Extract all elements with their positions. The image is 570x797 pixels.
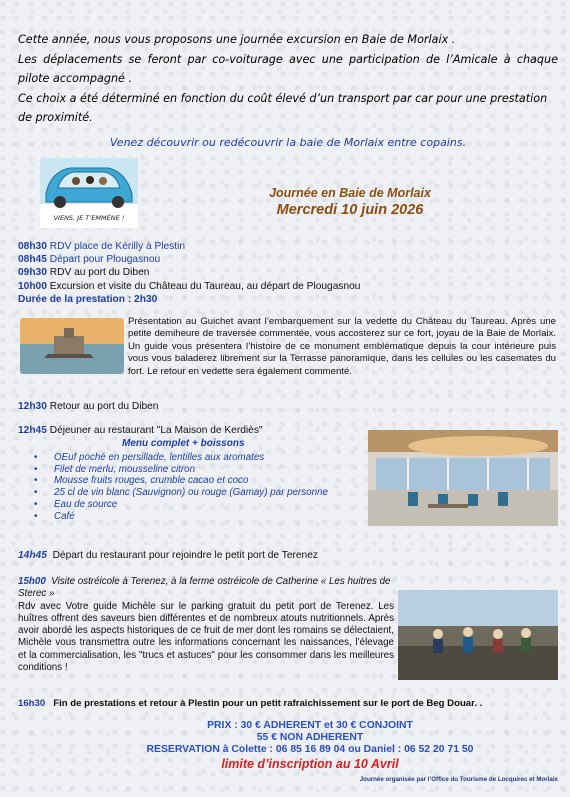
lunch: 12h45 Déjeuner au restaurant "La Maison de Kerdiès" <box>18 425 263 436</box>
price-members: PRIX : 30 € ADHERENT et 30 € CONJOINT <box>207 720 413 731</box>
tagline: Venez découvrir ou redécouvrir la baie de Morlaix entre copains. <box>109 136 467 149</box>
schedule-row: 10h00 Excursion et visite du Château du Taureau, au départ de Plougasnou <box>18 280 361 292</box>
price-block <box>120 720 500 756</box>
schedule-row: 08h30 RDV place de Kérilly à Plestin <box>18 241 186 252</box>
duration: Durée de la prestation : 2h30 <box>18 293 158 305</box>
menu-item: • Eau de source <box>34 499 354 511</box>
event-title <box>200 186 500 218</box>
menu-item: • Café <box>34 511 354 523</box>
fort-photo <box>20 318 124 374</box>
schedule-row: 09h30 RDV au port du Diben <box>18 267 150 279</box>
schedule-row: 08h45 Départ pour Plougasnou <box>18 254 161 266</box>
menu-item: • OEuf poché en persillade, lentilles aux aromates <box>34 452 354 464</box>
end-of-day: 16h30 Fin de prestations et retour à Plestin pour un petit rafraichissement sur le port de Beg Douar. . <box>18 698 483 709</box>
visit-heading: Visite ostréicole à Terenez, à la ferme ostréicole de Catherine « Les huitres de Sterec » <box>18 576 391 600</box>
menu-item: • Mousse fruits rouges, crumble cacao et coco <box>34 475 354 487</box>
menu-list <box>34 452 354 522</box>
event-title-line1: Journée en Baie de Morlaix <box>269 186 431 200</box>
event-date: Mercredi 10 juin 2026 <box>276 202 424 218</box>
intro-line-2: Les déplacements se feront par co-voiturage avec une participation de l’Amicale à chaque pilote accompagné . <box>18 52 558 85</box>
restaurant-photo <box>368 430 558 526</box>
car-caption: VIENS, JE T’EMMÈNE ! <box>53 214 125 222</box>
oyster-visit: 15h00 Visite ostréicole à Terenez, à la ferme ostréicole de Catherine « Les huitres de Sterec » Rdv avec Votre guide Michèle sur le parking gratuit du petit port de Terenez. Les huîtres offrent des saveurs bien différentes et de nombreux atouts nutritionnels. Après avoir abordé les aspects historiques de ce fruit de mer dont les romains se délectaient, Michèle vous transmettra outre les informations concernant les naissances, l’élevage et la commercialisation, les "trucs et astuces" pour les consommer dans les meilleures conditions ! <box>18 576 394 674</box>
menu-item: • 25 cl de vin blanc (Sauvignon) ou rouge (Gamay) par personne <box>34 487 354 499</box>
oyster-farm-photo <box>398 590 558 680</box>
return-port: 12h30 Retour au port du Diben <box>18 401 159 412</box>
carpool-illustration <box>40 158 138 228</box>
fort-description: Présentation au Guichet avant l’embarquement sur la vedette du Château du Taureau. Après une petite demiheure de traversée commentée, vous accosterez sur ce fort, joyau de la Baie de Morlaix. Un guide vous présentera l’histoire de ce monument emblématique depuis la cour intérieure puis vous vous baladerez librement sur la Terrasse panoramique, dans les cellules ou les casemates du fort. Le retour en vedette sera également commenté. <box>128 316 556 377</box>
menu-item: • Filet de merlu, mousseline citron <box>34 464 354 476</box>
registration-deadline: limite d’inscription au 10 Avril <box>221 757 399 771</box>
depart-restaurant: 14h45 Départ du restaurant pour rejoindre le petit port de Terenez <box>18 550 318 561</box>
intro-block <box>18 30 558 128</box>
morning-schedule <box>18 240 360 306</box>
reservation-contacts: RESERVATION à Colette : 06 85 16 89 04 ou Daniel : 06 52 20 71 50 <box>146 744 474 755</box>
organizer-credit: Journée organisée par l’Office du Tourisme de Locquirec et Morlaix <box>359 776 558 783</box>
price-non-members: 55 € NON ADHERENT <box>256 732 364 743</box>
intro-line-1: Cette année, nous vous proposons une journée excursion en Baie de Morlaix . <box>18 33 456 46</box>
intro-line-3: Ce choix a été déterminé en fonction du coût élevé d’un transport par car pour une prestation de proximité. <box>18 91 548 124</box>
visit-text: Rdv avec Votre guide Michèle sur le parking gratuit du petit port de Terenez. Les huîtres offrent des saveurs bien différentes et de nombreux atouts nutritionnels. Après avoir abordé les aspects historiques de ce fruit de mer dont les romains se délectaient, Michèle vous transmettra outre les informations concernant les naissances, l’élevage et la commercialisation, les "trucs et astuces" pour les consommer dans les meilleures conditions ! <box>18 600 394 674</box>
menu-title: Menu complet + boissons <box>122 438 245 449</box>
